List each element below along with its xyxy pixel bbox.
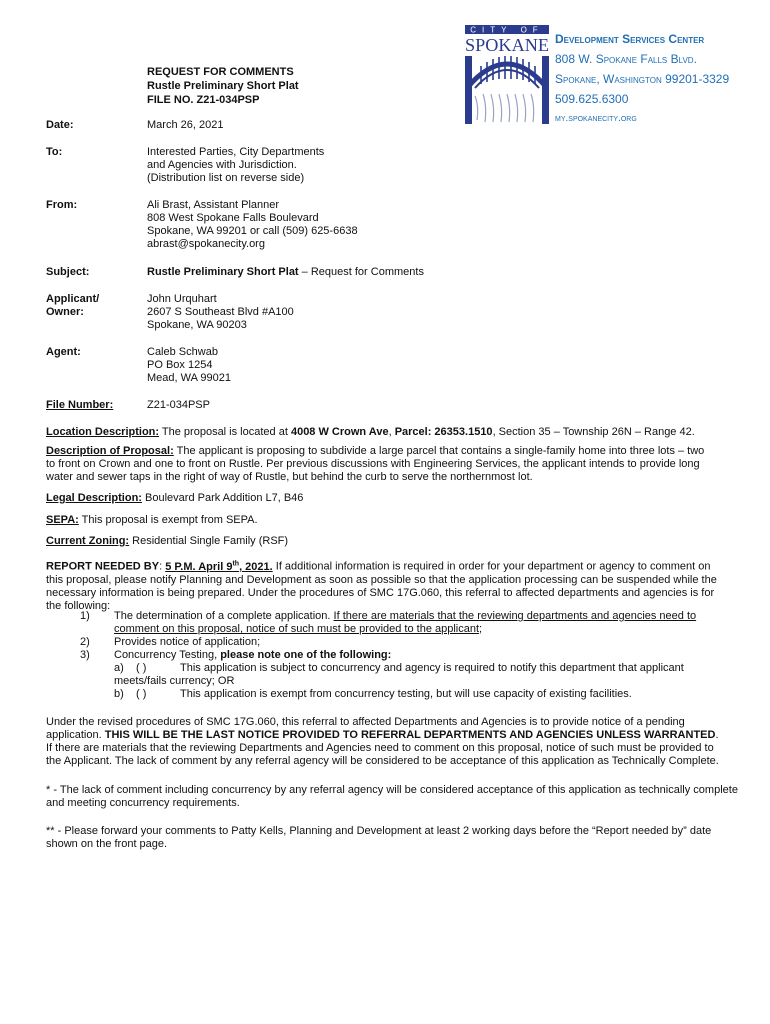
logo-spokane: SPOKANE	[465, 35, 550, 55]
referral-purpose-list	[80, 610, 726, 701]
request-title: REQUEST FOR COMMENTS	[147, 66, 294, 78]
from-value: Ali Brast, Assistant Planner 808 West Spokane Falls Boulevard Spokane, WA 99201 or call (509) 625-6638 abrast@spokanecity.org	[147, 199, 358, 250]
concurrency-option-b: b) ( ) This application is exempt from concurrency testing, but will use capacity of existing facilities.	[114, 688, 632, 700]
report-needed-by: REPORT NEEDED BY: 5 P.M. April 9th, 2021. If additional information is required in order for your department or agency to comment on this proposal, please notify Planning and Development as soon as possible so that the application processing can be suspended while the necessary information is being prepared. Under the procedures of SMC 17G.060, this referral to affected departments and agencies is for the following:	[46, 560, 717, 612]
applicant-label: Applicant/ Owner:	[46, 293, 100, 318]
from-label: From:	[46, 199, 78, 211]
list-item: 3) Concurrency Testing, please note one of the following:	[80, 649, 392, 661]
request-file-no: FILE NO. Z21-034PSP	[147, 94, 260, 106]
office-address: 808 W. Spokane Falls Blvd.	[555, 52, 697, 66]
date-label: Date:	[46, 119, 74, 131]
file-number-label: File Number:	[46, 399, 114, 411]
file-number-value: Z21-034PSP	[147, 399, 210, 411]
request-project: Rustle Preliminary Short Plat	[147, 80, 299, 92]
office-title: Development Services Center	[555, 32, 705, 46]
list-item: 2) Provides notice of application;	[80, 636, 261, 648]
agent-value: Caleb Schwab PO Box 1254 Mead, WA 99021	[147, 346, 231, 384]
applicant-value: John Urquhart 2607 S Southeast Blvd #A100 Spokane, WA 90203	[147, 293, 294, 331]
list-item: 1) The determination of a complete application. If there are materials that the reviewing departments and agencies need to comment on this proposal, notice of such must be provided to the applicant;	[80, 610, 697, 635]
concurrency-checkbox-b[interactable]: ( )	[136, 688, 147, 700]
report-deadline: 5 P.M. April 9th, 2021.	[165, 560, 273, 573]
footnote-concurrency: * - The lack of comment including concurrency by any referral agency will be considered acceptance of this application as technically complete and meeting concurrency requirements.	[46, 784, 738, 809]
office-website-link[interactable]: my.spokanecity.org	[555, 113, 637, 124]
logo-city-of: CITY OF	[470, 25, 544, 35]
subject-label: Subject:	[46, 266, 90, 278]
to-label: To:	[46, 146, 63, 158]
location-description: Location Description: The proposal is located at 4008 W Crown Ave, Parcel: 26353.1510, Section 35 – Township 26N – Range 42.	[46, 426, 695, 438]
office-contact-block	[555, 29, 729, 129]
footnote-forward-comments: ** - Please forward your comments to Patty Kells, Planning and Development at least 2 working days before the “Report needed by” date shown on the front page.	[46, 825, 712, 850]
description-of-proposal: Description of Proposal: The applicant is proposing to subdivide a large parcel that contains a single-family home into three lots – two to front on Crown and one to front on Rustle. Per previous discussions with Engineering Services, the applicant intends to provide long water and sewer taps in the right of way of Rustle, but behind the curb to serve the northernmost lot.	[46, 445, 705, 483]
concurrency-option-a: a) ( ) This application is subject to concurrency and agency is required to notify this department that applicant meets/fails currency; OR	[114, 662, 684, 687]
city-of-spokane-logo	[463, 22, 551, 126]
office-phone: 509.625.6300	[555, 92, 629, 106]
last-notice-paragraph: Under the revised procedures of SMC 17G.060, this referral to affected Departments and Agencies is to provide notice of a pending application. THIS WILL BE THE LAST NOTICE PROVIDED TO REFERRAL DEPARTMENTS AND AGENCIES UNLESS WARRANTED. If there are materials that the reviewing Departments and Agencies need to comment on this proposal, notice of such must be provided to the Applicant. The lack of comment by any referral agency will be considered to be acceptance of this application as Technically Complete.	[46, 716, 719, 767]
sepa-statement: SEPA: This proposal is exempt from SEPA.	[46, 514, 258, 526]
agent-label: Agent:	[46, 346, 81, 358]
to-value: Interested Parties, City Departments and Agencies with Jurisdiction. (Distribution list on reverse side)	[147, 146, 325, 184]
office-city: Spokane, Washington 99201-3329	[555, 72, 730, 86]
from-email-link[interactable]: abrast@spokanecity.org	[147, 238, 265, 250]
concurrency-checkbox-a[interactable]: ( )	[136, 662, 147, 674]
date-value: March 26, 2021	[147, 119, 224, 131]
request-heading	[147, 65, 299, 107]
legal-description: Legal Description: Boulevard Park Addition L7, B46	[46, 492, 304, 504]
current-zoning: Current Zoning: Residential Single Family (RSF)	[46, 535, 289, 547]
subject-value: Rustle Preliminary Short Plat – Request for Comments	[147, 266, 424, 278]
